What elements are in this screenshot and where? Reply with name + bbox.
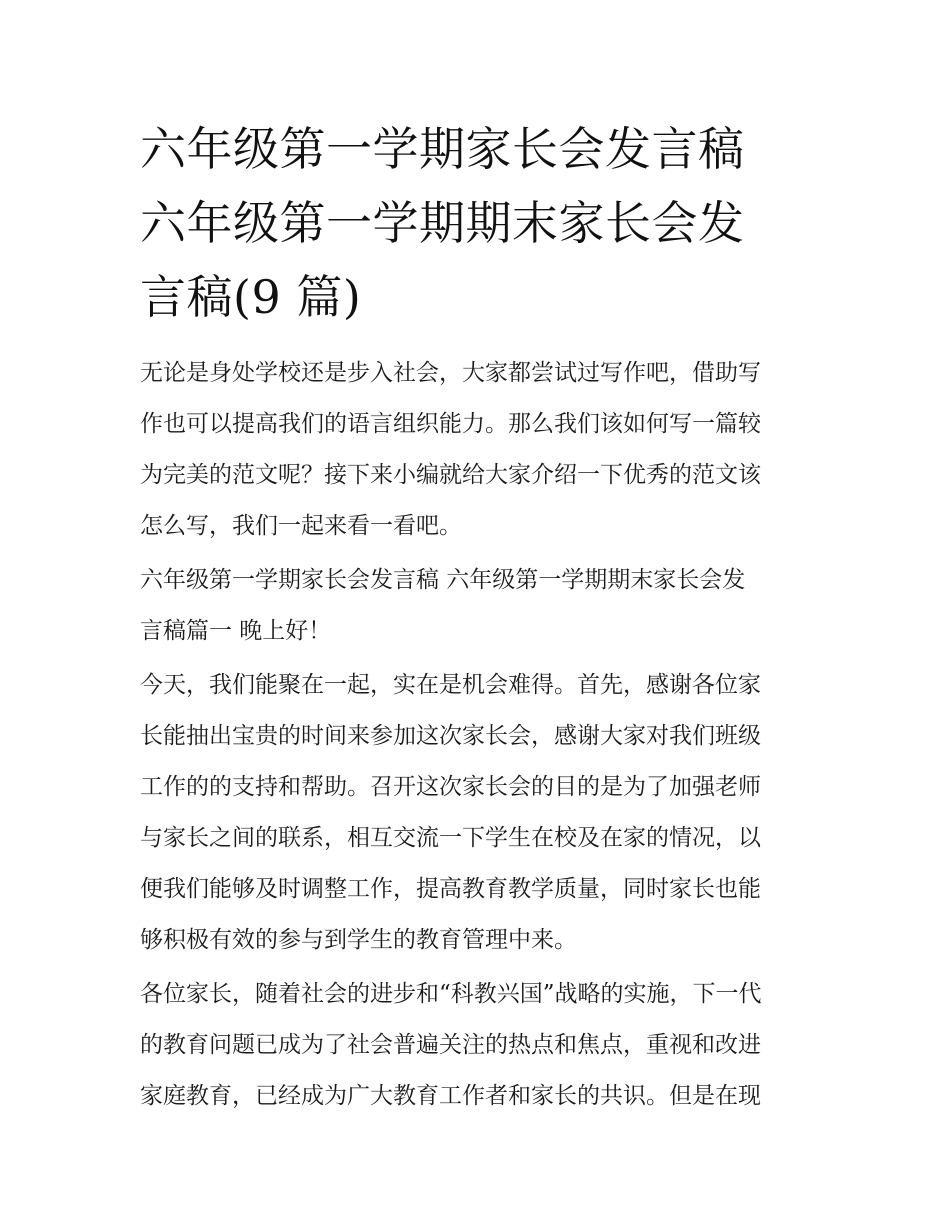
document-content: [140, 112, 815, 1125]
text-line: 够积极有效的参与到学生的教育管理中来。: [140, 927, 577, 953]
title-line: 六年级第一学期家长会发言稿: [140, 122, 745, 176]
intro-paragraph: [140, 348, 815, 552]
text-line: 家庭教育，已经成为广大教育工作者和家长的共识。但是在现: [140, 1083, 761, 1109]
text-line: 各位家长，随着社会的进步和“科教兴国”战略的实施，下一代: [140, 981, 762, 1007]
document-title: [140, 112, 815, 334]
text-line: 的教育问题已成为了社会普遍关注的热点和焦点，重视和改进: [140, 1032, 761, 1058]
document-body: [140, 348, 815, 1122]
text-line: 与家长之间的联系，相互交流一下学生在校及在家的情况，以: [140, 825, 761, 851]
title-line: 言稿(9 篇): [140, 270, 362, 324]
body-paragraph: [140, 660, 815, 966]
text-line: 为完美的范文呢？接下来小编就给大家介绍一下优秀的范文该: [140, 462, 761, 488]
title-line: 六年级第一学期期末家长会发: [140, 196, 745, 250]
text-line: 便我们能够及时调整工作，提高教育教学质量，同时家长也能: [140, 876, 761, 902]
section-heading-paragraph: [140, 555, 815, 657]
text-line: 今天，我们能聚在一起，实在是机会难得。首先，感谢各位家: [140, 672, 761, 698]
text-line: 无论是身处学校还是步入社会，大家都尝试过写作吧，借助写: [140, 360, 761, 386]
text-line: 作也可以提高我们的语言组织能力。那么我们该如何写一篇较: [140, 411, 761, 437]
text-line: 工作的的支持和帮助。召开这次家长会的目的是为了加强老师: [140, 774, 761, 800]
text-line: 六年级第一学期家长会发言稿 六年级第一学期期末家长会发: [140, 567, 746, 593]
body-paragraph: [140, 969, 815, 1122]
text-line: 长能抽出宝贵的时间来参加这次家长会，感谢大家对我们班级: [140, 723, 761, 749]
text-line: 怎么写，我们一起来看一看吧。: [140, 513, 462, 539]
text-line: 言稿篇一 晚上好！: [140, 618, 332, 644]
